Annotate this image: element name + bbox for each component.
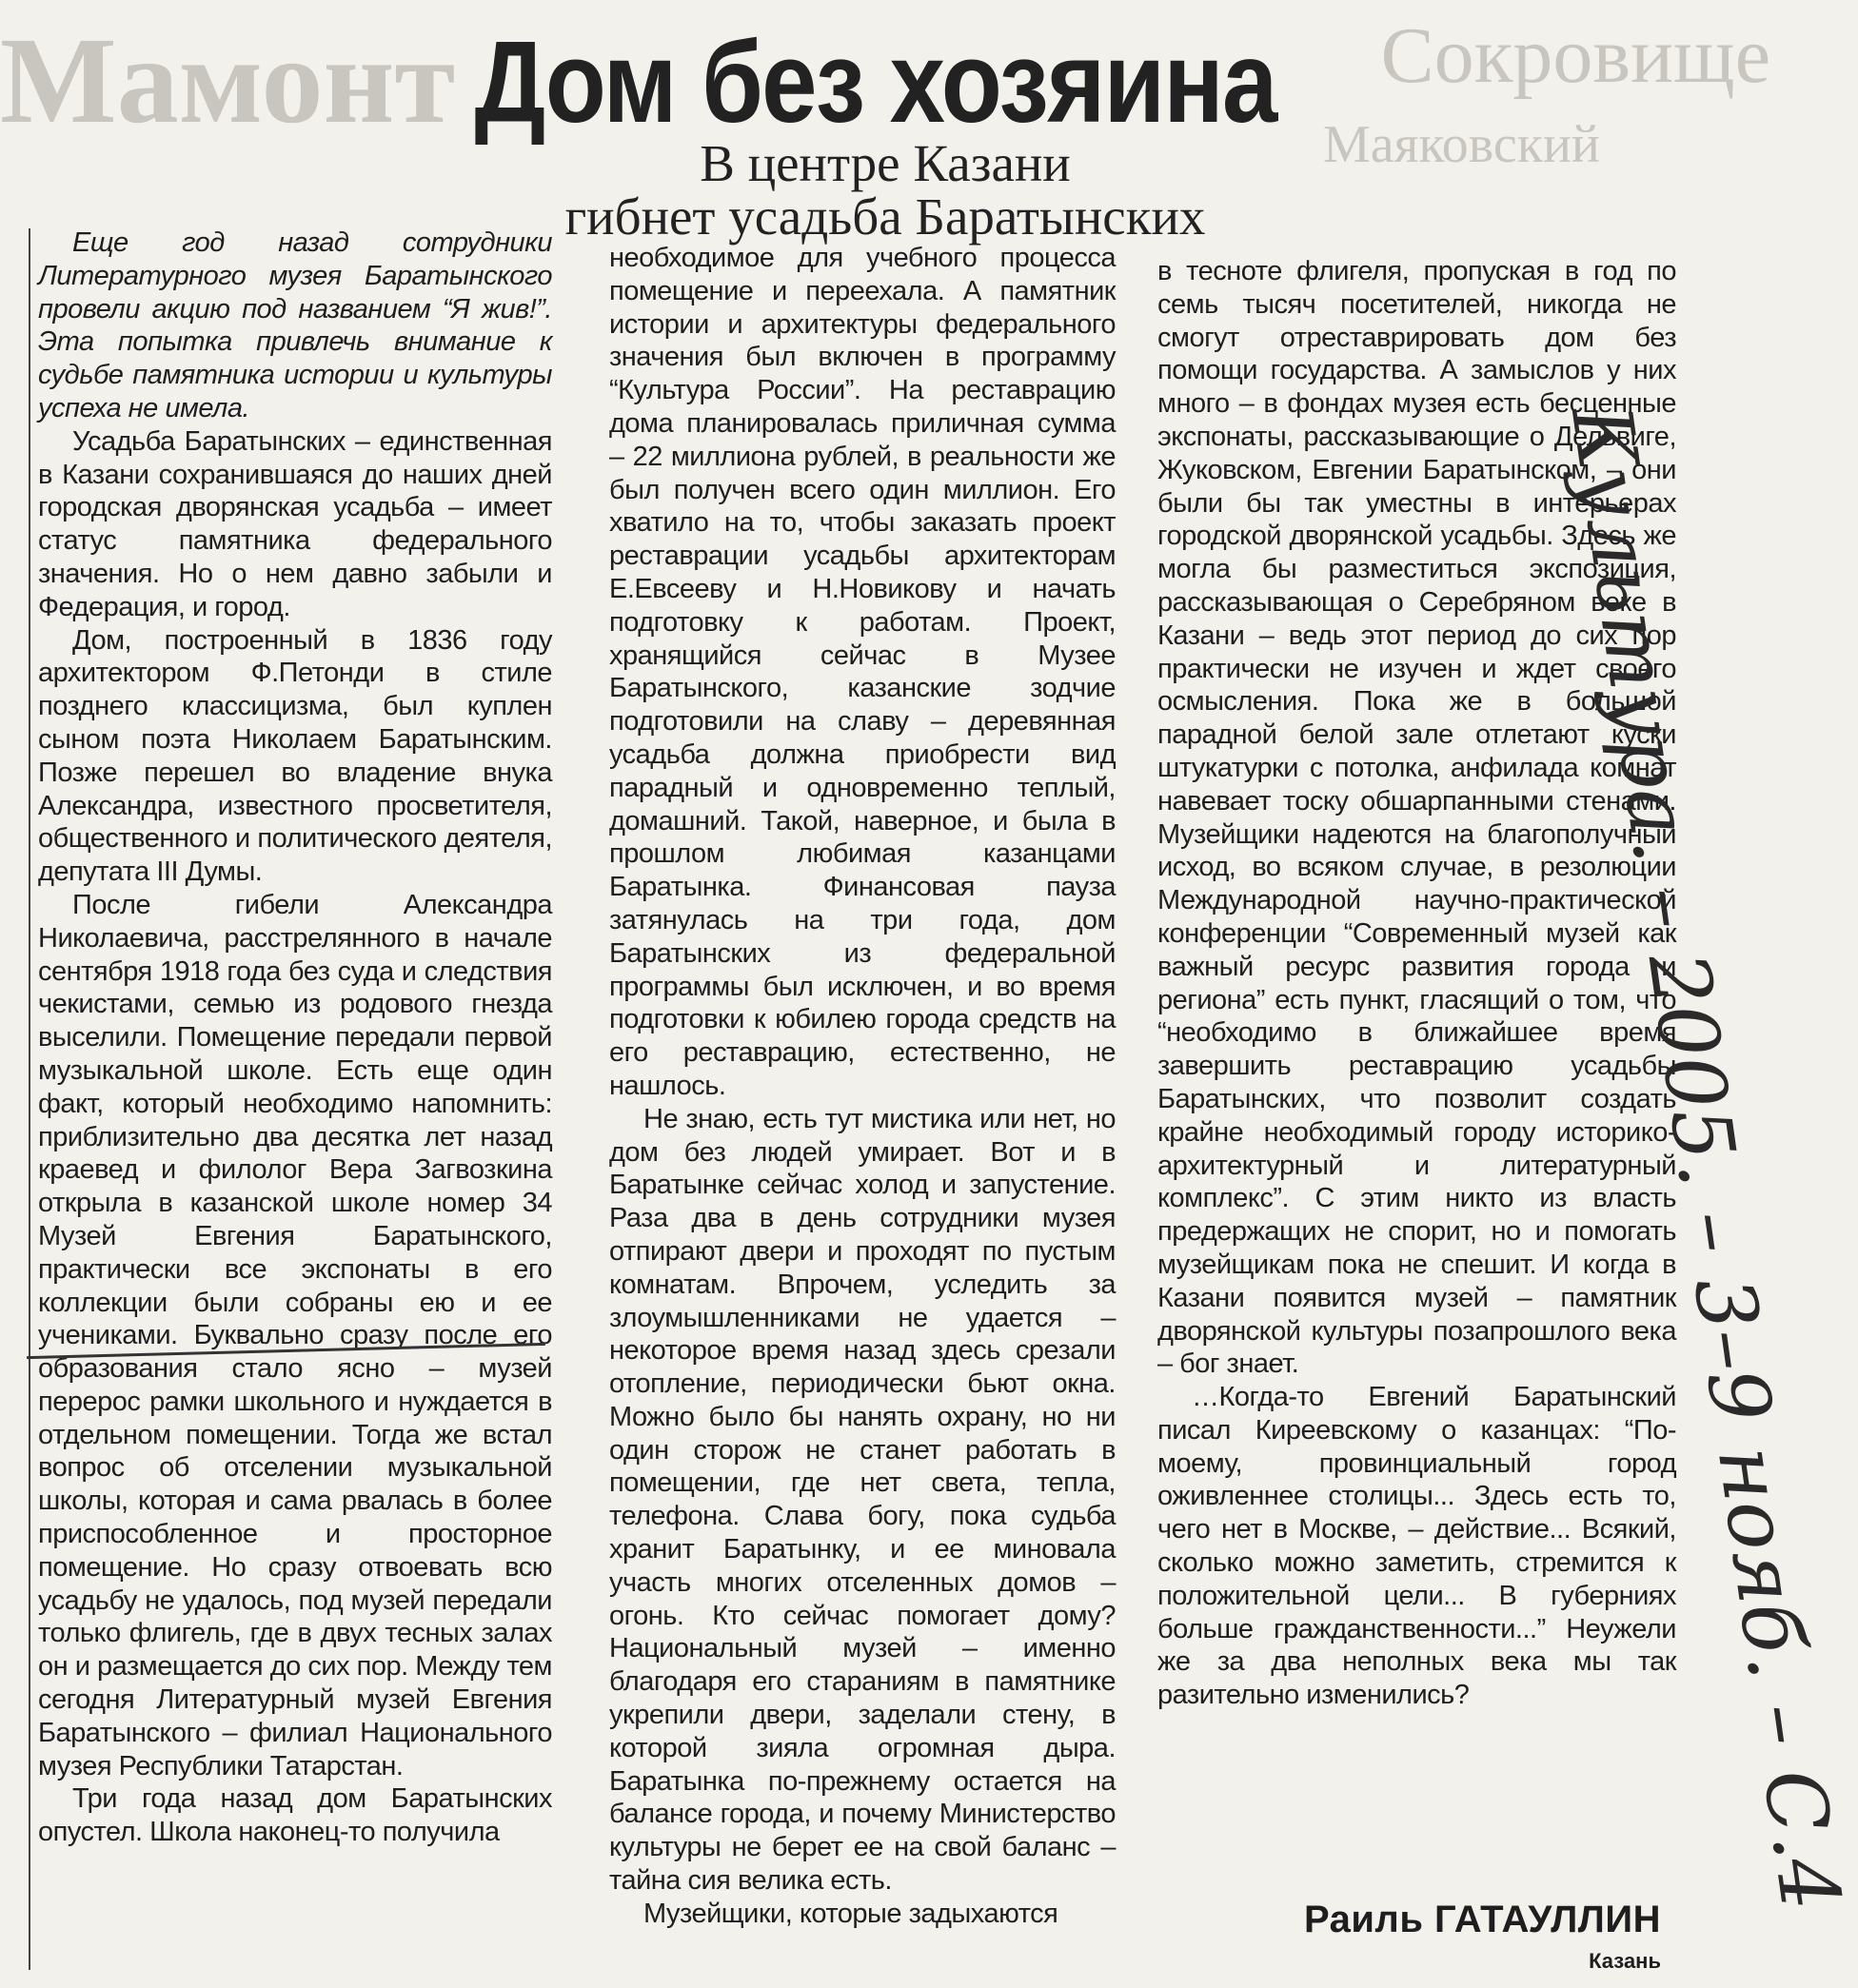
- article-subtitle-line-2: гибнет усадьба Баратынских: [564, 187, 1206, 246]
- article-title: Дом без хозяина: [474, 17, 1276, 147]
- left-column-rule: [29, 228, 30, 1970]
- article-subtitle-line-1: В центре Казани: [700, 134, 1071, 192]
- column-2-paragraph: Не знаю, есть тут мистика или нет, но дом без людей умирает. Вот и в Баратынке сейчас холод и запустение. Раза два в день сотрудники музея отпирают двери и проходят по пустым комнатам. Впрочем, уследить за злоумышленниками не удается – некоторое время назад здесь срезали отопление, периодически бьют окна. Можно было бы нанять охрану, но ни один сторож не станет работать в помещении, где нет света, тепла, телефона. Слава богу, пока судьба хранит Баратынку, и ее миновала участь многих отселенных домов – огонь. Кто сейчас помогает дому? Национальный музей – именно благодаря его стараниям в памятнике укрепили двери, заделали стену, в которой зияла огромная дыра. Баратынка по-прежнему остается на балансе города, и почему Министерство культуры не берет ее на свой баланс – тайна сия велика есть.: [609, 1103, 1116, 1897]
- column-1-paragraph: Три года назад дом Баратынских опустел. Школа наконец-то получила: [38, 1783, 552, 1848]
- column-1-paragraph: Усадьба Баратынских – единственная в Казани сохранившаяся до наших дней городская дворянская усадьба – имеет статус памятника федерального значения. Но о нем давно забыли и Федерация, и город.: [38, 425, 552, 622]
- handwritten-citation: Культура. – 2005. – 3–9 нояб. – С.4: [1552, 400, 1858, 1917]
- bleed-through-text-right-2: Маяковский: [1323, 115, 1600, 174]
- column-2-paragraph: необходимое для учебного процесса помещение и переехала. А памятник истории и архитектуры федерального значения был включен в программу “Культура России”. На реставрацию дома планировалась приличная сумма – 22 миллиона рублей, в реальности же был получен всего один миллион. Его хватило на то, чтобы заказать проект реставрации усадьбы архитекторам Е.Евсееву и Н.Новикову и начать подготовку к работам. Проект, хранящийся сейчас в Музее Баратынского, казанские зодчие подготовили на славу – деревянная усадьба должна приобрести вид парадный и одновременно теплый, домашний. Такой, наверное, и была в прошлом любимая казанцами Баратынка. Финансовая пауза затянулась на три года, дом Баратынских из федеральной программы был исключен, и во время подготовки к юбилею города средств на его реставрацию, естественно, не нашлось.: [609, 243, 1116, 1101]
- column-3-paragraph: в тесноте флигеля, пропуская в год по семь тысяч посетителей, никогда не смогут отреставрировать дом без помощи государства. А замыслов у них много – в фондах музея есть бесценные экспонаты, рассказывающие о Дельвиге, Жуковском, Евгении Баратынском, – они были бы так уместны в интерьерах городской дворянской усадьбы. Здесь же могла бы разместиться экспозиция, рассказывающая о Серебряном веке в Казани – ведь этот период до сих пор практически не изучен и ждет своего осмысления. Пока же в большой парадной белой зале отлетают куски штукатурки с потолка, анфилада комнат навевает тоску обшарпанными стенами. Музейщики надеются на благополучный исход, во всяком случае, в резолюции Международной научно-практической конференции “Современный музей как важный ресурс развития города и региона” есть пункт, гласящий о том, что “необходимо в ближайшее время завершить реставрацию усадьбы Баратынских, что позволит создать крайне необходимый городу историко-архитектурный и литературный комплекс”. С этим никто из власть предержащих не спорит, но и помогать музейщикам пока не спешит. И когда в Казани появится музей – памятник дворянской культуры позапрошлого века – бог знает.: [1157, 256, 1676, 1380]
- column-3-paragraph: …Когда-то Евгений Баратынский писал Киреевскому о казанцах: “По-моему, провинциальный город оживленнее столицы... Здесь есть то, чего нет в Москве, – действие... Всякий, сколько можно заметить, стремится к положительной цели... В губерниях больше гражданственности...” Неужели же за два неполных века мы так разительно изменились?: [1157, 1382, 1676, 1711]
- article-column-2: [609, 242, 1116, 1931]
- bleed-through-text-left: Мамонт: [0, 12, 456, 149]
- bleed-through-text-right: Сокровище: [1380, 11, 1770, 100]
- article-lead: Еще год назад сотрудники Литературного музея Баратынского провели акцию под названием “Я жив!”. Эта попытка привлечь внимание к судьбе памятника истории и культуры успеха не имела.: [38, 227, 552, 423]
- column-1-paragraph: После гибели Александра Николаевича, расстрелянного в начале сентября 1918 года без суда и следствия чекистами, семью из родового гнезда выселили. Помещение передали первой музыкальной школе. Есть еще один факт, который необходимо напомнить: приблизительно два десятка лет назад краевед и филолог Вера Загвозкина открыла в казанской школе номер 34 Музей Евгения Баратынского, практически все экспонаты в его коллекции были собраны ею и ее учениками. Буквально сразу после его образования стало ясно – музей перерос рамки школьного и нуждается в отдельном помещении. Тогда же встал вопрос об отселении музыкальной школы, которая и сама рвалась в более приспособленное и просторное помещение. Но сразу отвоевать всю усадьбу не удалось, под музей передали только флигель, где в двух тесных залах он и размещается до сих пор. Между тем сегодня Литературный музей Евгения Баратынского – филиал Национального музея Республики Татарстан.: [38, 889, 552, 1781]
- column-2-paragraph: Музейщики, которые задыхаются: [643, 1898, 1058, 1929]
- author-byline: Раиль ГАТАУЛЛИН: [1303, 1899, 1661, 1940]
- article-column-1: [38, 226, 552, 1849]
- author-city: Казань: [1589, 1949, 1661, 1973]
- column-1-paragraph: Дом, построенный в 1836 году архитектором Ф.Петонди в стиле позднего классицизма, был куплен сыном поэта Николаем Баратынским. Позже перешел во владение внука Александра, известного просветителя, общественного и политического деятеля, депутата III Думы.: [38, 624, 552, 888]
